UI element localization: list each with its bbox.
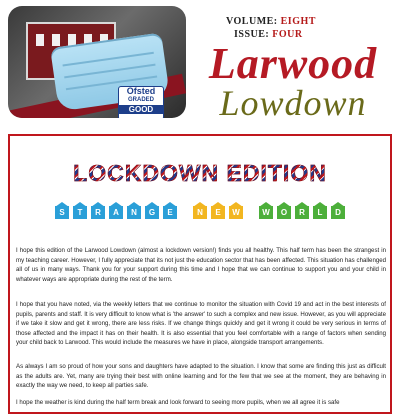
letter-tile: E [163, 206, 177, 219]
edition-title: LOCKDOWN EDITION [10, 160, 390, 187]
letter-tile: W [259, 206, 273, 219]
volume-label: VOLUME: [226, 16, 278, 27]
badge-line1: Ofsted [126, 86, 156, 96]
ofsted-badge [118, 86, 164, 118]
badge-line3: GOOD [119, 105, 163, 114]
strange-new-world-banner [10, 206, 390, 219]
issue-value: FOUR [272, 29, 303, 40]
newsletter-subtitle: Lowdown [219, 83, 367, 123]
letter-tile: O [277, 206, 291, 219]
letter-tile: L [313, 206, 327, 219]
letter-tile: N [193, 206, 207, 219]
badge-line2: GRADED [127, 97, 154, 103]
letter-tile: T [73, 206, 87, 219]
issue-label: ISSUE: [234, 29, 270, 40]
letter-tile: S [55, 206, 69, 219]
header-photo [8, 6, 186, 118]
article-frame [8, 134, 392, 414]
paragraph-1: I hope this edition of the Larwood Lowdown (almost a lockdown version!) finds you all healthy. This half term has been the strangest in my teaching career. However, I fully appreciate that its not just the education sector that has been affected. This situation has challenged all of us in many ways. Thank you for your support during this time and I hope that we can continue to support you and your child in whatever ways are appropriate during the rest of the term. [16, 247, 386, 283]
newsletter-title: Larwood [208, 39, 378, 88]
letter-tile: A [109, 206, 123, 219]
letter-tile: D [331, 206, 345, 219]
volume-value: EIGHT [280, 16, 316, 27]
letter-tile: N [127, 206, 141, 219]
paragraph-2: I hope that you have noted, via the weekly letters that we continue to monitor the situation with Covid 19 and act in the best interests of pupils, parents and staff. It is very difficult to know what is 'the answer' to such a complex and new issue. However, as you will appreciate if we take it slow and get it wrong, there are less risks. If we change things quickly and get it wrong it could be very serious in terms of those affected and the impact it has on their health. It is also essential that you feel comfortable with a range of factors when sending your child back to Larwood. This would include the measures we have in place, alongside transport arrangements. [16, 301, 386, 347]
letter-tile: W [229, 206, 243, 219]
letter-tile: E [211, 206, 225, 219]
letter-tile: R [91, 206, 105, 219]
paragraph-4: I hope the weather is kind during the half term break and look forward to seeing more pupils, when we all agree it is safe [16, 399, 340, 406]
letter-tile: R [295, 206, 309, 219]
letter-tile: G [145, 206, 159, 219]
volume-line [226, 16, 316, 27]
paragraph-3: As always I am so proud of how your sons and daughters have adapted to the situation. I know that some are finding this just as difficult as the adults are. Yet, many are trying their best with online learning and for the few that we see at the moment, they are behaving in exactly the way we need, to keep all parties safe. [16, 363, 386, 390]
